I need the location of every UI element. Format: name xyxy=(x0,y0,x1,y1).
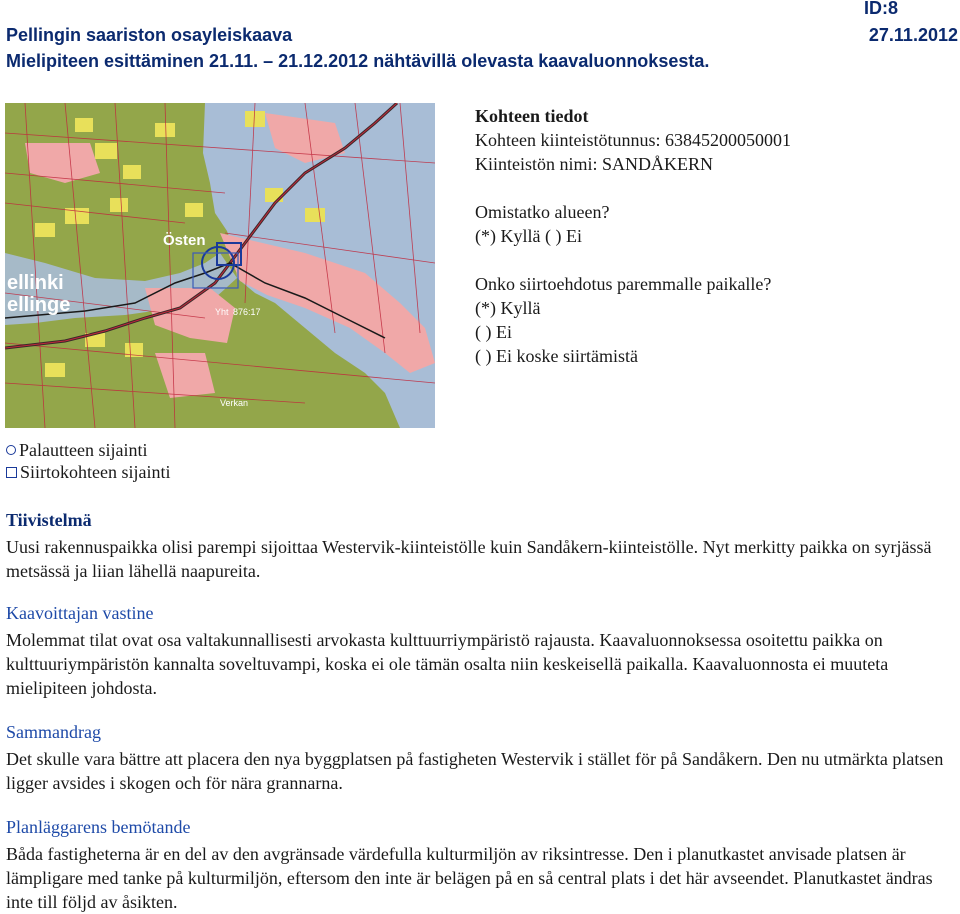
section-response-sv xyxy=(6,815,954,914)
legend-feedback-label: Palautteen sijainti xyxy=(19,440,148,460)
map-graphic xyxy=(5,103,435,428)
question-relocation: Onko siirtoehdotus paremmalle paikalle? xyxy=(475,274,772,294)
square-icon xyxy=(6,467,17,478)
map-label-parcel: 876:17 xyxy=(233,307,261,317)
feedback-date: 27.11.2012 xyxy=(868,25,958,45)
section-heading: Kaavoittajan vastine xyxy=(6,603,154,623)
section-heading: Tiivistelmä xyxy=(6,510,92,530)
section-summary-fi xyxy=(6,508,954,583)
feedback-id: ID:8 xyxy=(863,0,898,18)
section-text: Molemmat tilat ovat osa valtakunnallisesti arvokasta kulttuurriympäristö rajausta. Kaavaluonnoksessa osoitettu paikka on kulttuuriympäristön kannalta soveltuvampi, koska ei ole tämän osalta niin keskeisellä paikalla. Kaavaluonnosta ei muuteta mielipiteen johdosta. xyxy=(6,630,889,698)
legend-transfer-label: Siirtokohteen sijainti xyxy=(20,462,171,482)
document-title: Pellingin saariston osayleiskaava xyxy=(6,25,293,45)
section-summary-sv xyxy=(6,720,954,795)
location-map xyxy=(5,103,435,428)
property-id: Kohteen kiinteistötunnus: 63845200050001 xyxy=(475,130,791,150)
section-response-fi xyxy=(6,601,954,700)
section-text: Det skulle vara bättre att placera den nya byggplatsen på fastigheten Westervik i stället för på Sandåkern. Den nu utmärkta platsen ligger avsides i skogen och för nära grannarna. xyxy=(6,749,944,793)
map-label-pellinge: ellinge xyxy=(7,294,71,316)
property-name: Kiinteistön nimi: SANDÅKERN xyxy=(475,154,714,174)
answer-relocation-no: ( ) Ei xyxy=(475,322,512,342)
section-heading: Sammandrag xyxy=(6,722,101,742)
answer-relocation-na: ( ) Ei koske siirtämistä xyxy=(475,346,638,366)
section-text: Båda fastigheterna är en del av den avgränsade värdefulla kulturmiljön av riksintresse. Den i planutkastet anvisade platsen är lämpligare med tanke på kulturmiljön, eftersom den inte är belägen på en så central plats i det här avseendet. Planutkastet ändras inte till följd av åsikten. xyxy=(6,844,933,912)
map-label-verkan: Verkan xyxy=(220,398,249,408)
section-heading: Planläggarens bemötande xyxy=(6,817,191,837)
circle-icon xyxy=(6,445,16,455)
legend-transfer-location xyxy=(6,460,171,484)
question-ownership: Omistatko alueen? xyxy=(475,202,610,222)
answer-relocation-yes: (*) Kyllä xyxy=(475,298,541,318)
document-subtitle: Mielipiteen esittäminen 21.11. – 21.12.2012 nähtävillä olevasta kaavaluonnoksesta. xyxy=(6,51,710,71)
property-info-heading: Kohteen tiedot xyxy=(475,106,589,126)
map-label-pellinki: ellinki xyxy=(7,272,64,294)
answer-ownership: (*) Kyllä ( ) Ei xyxy=(475,226,582,246)
map-label-yht: Yht xyxy=(215,307,229,317)
section-text: Uusi rakennuspaikka olisi parempi sijoittaa Westervik-kiinteistölle kuin Sandåkern-kiinteistölle. Nyt merkitty paikka on syrjässä metsässä ja liian lähellä naapureita. xyxy=(6,537,932,581)
legend-feedback-location xyxy=(6,438,147,462)
map-label-osten: Östen xyxy=(163,232,206,249)
